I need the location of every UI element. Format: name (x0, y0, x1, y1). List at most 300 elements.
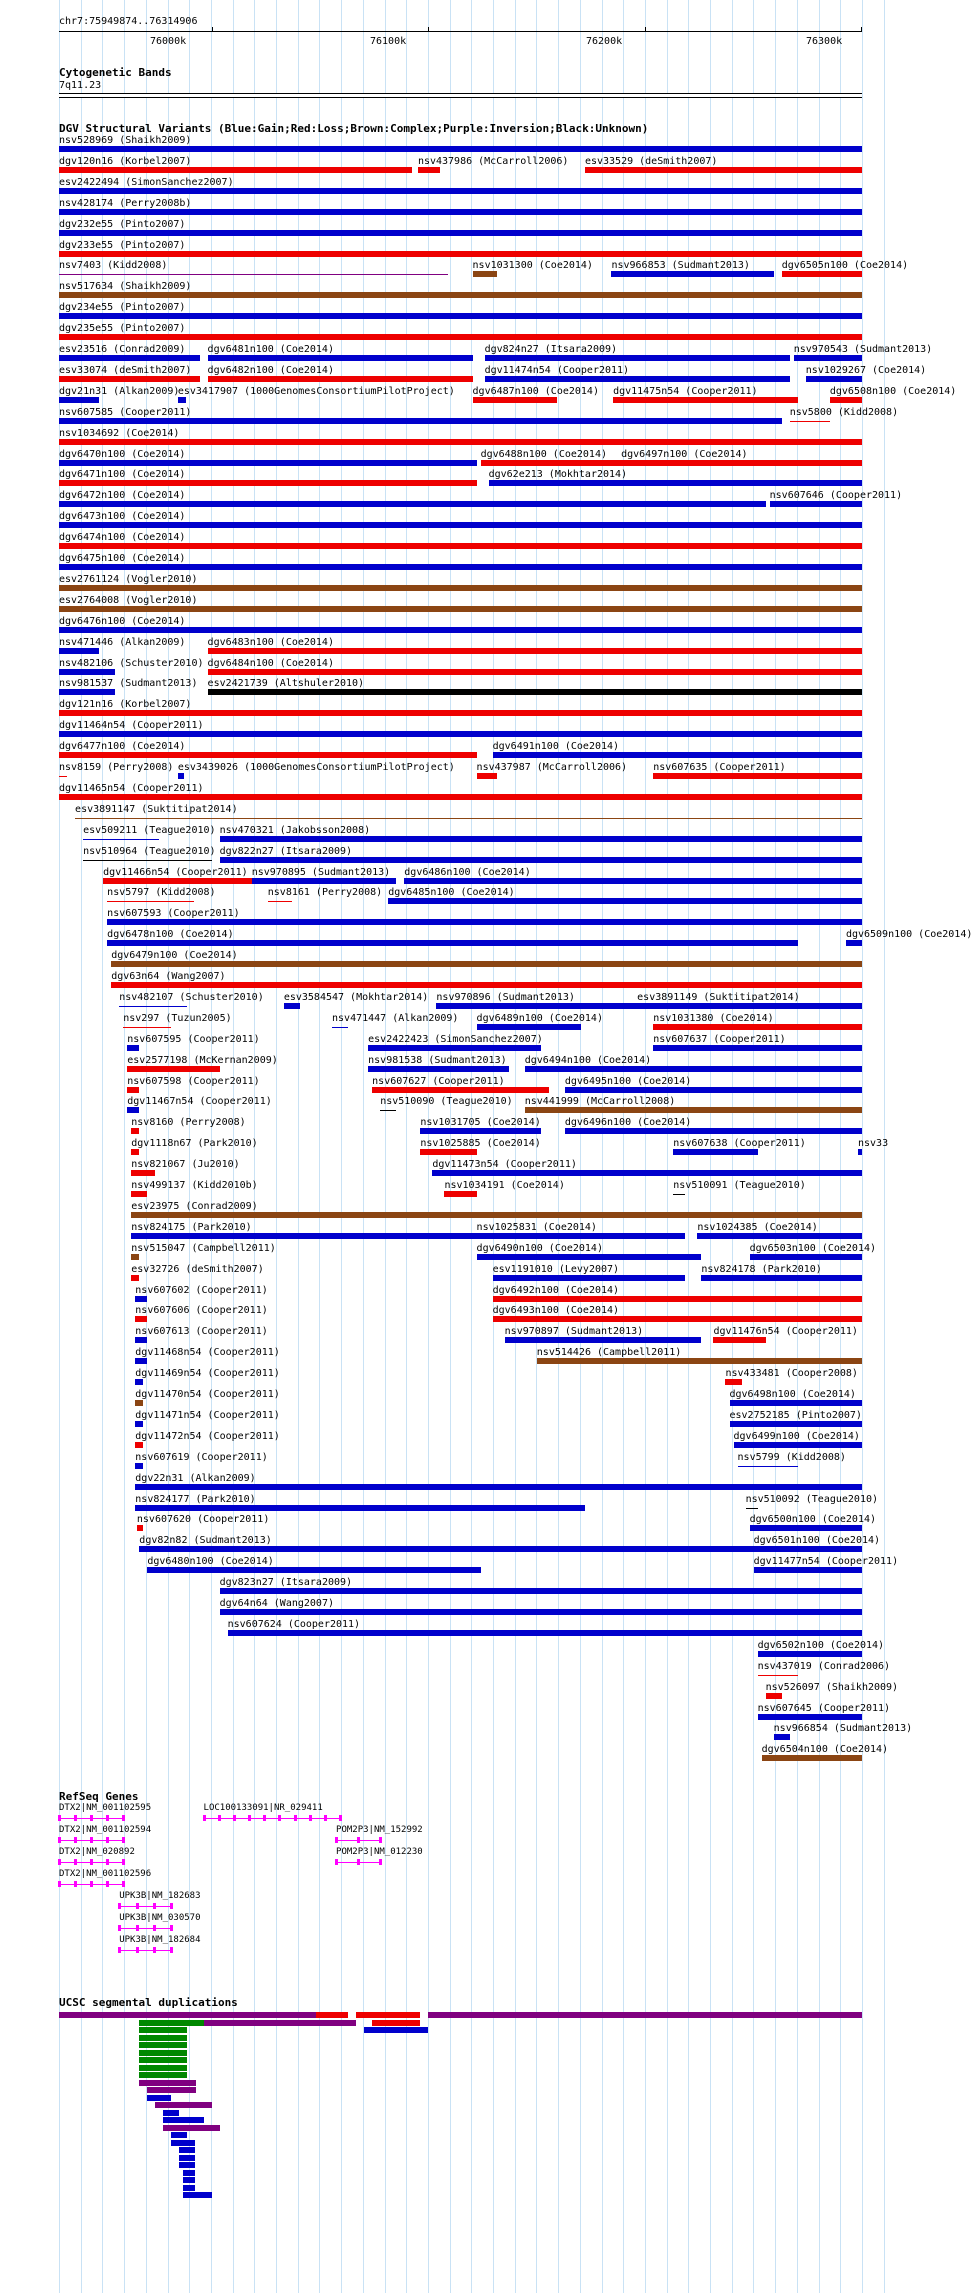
segdup-bar[interactable] (139, 2035, 187, 2041)
variant-label[interactable]: dgv6474n100 (Coe2014) (59, 532, 186, 544)
variant-label[interactable]: nsv8159 (Perry2008) (59, 762, 174, 773)
variant-bar[interactable] (59, 274, 448, 275)
variant-label[interactable]: dgv6488n100 (Coe2014) (480, 448, 607, 460)
variant-bar[interactable] (137, 1525, 143, 1531)
variant-bar[interactable] (135, 1442, 143, 1448)
variant-label[interactable]: dgv21n31 (Alkan2009) (59, 385, 180, 397)
variant-label[interactable]: esv3891149 (Suktitipat2014) (637, 991, 800, 1003)
variant-label[interactable]: dgv6472n100 (Coe2014) (59, 490, 186, 502)
variant-label[interactable]: dgv22n31 (Alkan2009) (135, 1472, 256, 1484)
segdup-bar[interactable] (139, 2020, 203, 2026)
variant-label[interactable]: nsv607606 (Cooper2011) (135, 1305, 268, 1317)
variant-bar[interactable] (59, 648, 99, 654)
variant-bar[interactable] (59, 251, 862, 257)
variant-bar[interactable] (127, 1066, 219, 1072)
variant-label[interactable]: nsv1025831 (Coe2014) (476, 1221, 597, 1233)
variant-bar[interactable] (178, 773, 184, 779)
variant-bar[interactable] (135, 1379, 143, 1385)
variant-label[interactable]: dgv6471n100 (Coe2014) (59, 469, 186, 481)
variant-label[interactable]: nsv1029267 (Coe2014) (805, 364, 927, 376)
variant-bar[interactable] (477, 773, 497, 779)
variant-bar[interactable] (59, 397, 99, 403)
variant-label[interactable]: dgv235e55 (Pinto2007) (59, 323, 186, 335)
variant-bar[interactable] (284, 1003, 300, 1009)
gene-intron-line[interactable] (204, 1818, 341, 1819)
variant-label[interactable]: nsv8160 (Perry2008) (131, 1117, 246, 1129)
variant-label[interactable]: esv2752185 (Pinto2007) (729, 1409, 862, 1421)
variant-bar[interactable] (730, 1400, 862, 1406)
variant-bar[interactable] (565, 1128, 862, 1134)
variant-label[interactable]: esv33074 (deSmith2007) (59, 364, 192, 376)
variant-label[interactable]: nsv5800 (Kidd2008) (789, 406, 899, 418)
variant-label[interactable]: dgv232e55 (Pinto2007) (59, 218, 186, 230)
variant-label[interactable]: dgv11466n54 (Cooper2011) (103, 866, 248, 878)
variant-bar[interactable] (368, 1045, 541, 1051)
variant-label[interactable]: nsv607635 (Cooper2011) (653, 762, 786, 773)
variant-label[interactable]: nsv607585 (Cooper2011) (59, 406, 192, 418)
segdup-bar[interactable] (163, 2125, 219, 2131)
variant-label[interactable]: nsv607613 (Cooper2011) (135, 1326, 268, 1338)
variant-bar[interactable] (59, 689, 115, 695)
variant-label[interactable]: esv2422494 (SimonSanchez2007) (59, 176, 234, 188)
variant-label[interactable]: nsv981538 (Sudmant2013) (368, 1054, 507, 1066)
variant-label[interactable]: nsv471446 (Alkan2009) (59, 636, 186, 648)
variant-bar[interactable] (59, 167, 412, 173)
variant-label[interactable]: dgv6501n100 (Coe2014) (753, 1535, 881, 1547)
variant-label[interactable]: dgv6505n100 (Coe2014) (781, 260, 909, 272)
variant-bar[interactable] (59, 209, 862, 215)
variant-label[interactable]: esv3584547 (Mokhtar2014) (283, 991, 429, 1003)
variant-label[interactable]: nsv5797 (Kidd2008) (107, 887, 216, 899)
variant-bar[interactable] (127, 1045, 139, 1051)
variant-bar[interactable] (208, 376, 473, 382)
variant-bar[interactable] (493, 1296, 862, 1302)
variant-bar[interactable] (59, 313, 862, 319)
variant-bar[interactable] (653, 1045, 862, 1051)
variant-bar[interactable] (750, 1254, 862, 1260)
variant-bar[interactable] (119, 1006, 187, 1007)
variant-bar[interactable] (220, 1588, 862, 1594)
variant-bar[interactable] (268, 901, 292, 902)
variant-bar[interactable] (477, 1024, 581, 1030)
variant-label[interactable]: dgv6478n100 (Coe2014) (107, 929, 234, 941)
segdup-bar[interactable] (139, 2042, 187, 2048)
variant-label[interactable]: dgv63n64 (Wang2007) (111, 971, 226, 982)
segdup-bar[interactable] (155, 2102, 211, 2108)
segdup-bar[interactable] (316, 2012, 348, 2018)
segdup-bar[interactable] (139, 2057, 187, 2063)
variant-label[interactable]: nsv482107 (Schuster2010) (119, 991, 264, 1003)
variant-label[interactable]: esv2764008 (Vogler2010) (59, 594, 198, 606)
gene-intron-line[interactable] (119, 1906, 171, 1907)
variant-bar[interactable] (782, 271, 862, 277)
variant-label[interactable]: nsv607598 (Cooper2011) (127, 1075, 260, 1087)
variant-label[interactable]: dgv6489n100 (Coe2014) (476, 1012, 603, 1024)
variant-bar[interactable] (858, 1149, 862, 1155)
variant-bar[interactable] (380, 1110, 396, 1111)
variant-label[interactable]: nsv970895 (Sudmant2013) (251, 866, 391, 878)
variant-bar[interactable] (123, 1027, 171, 1028)
variant-bar[interactable] (725, 1379, 741, 1385)
variant-bar[interactable] (59, 230, 862, 236)
variant-bar[interactable] (368, 1066, 509, 1072)
variant-label[interactable]: esv2577198 (McKernan2009) (127, 1054, 278, 1066)
variant-bar[interactable] (59, 731, 862, 737)
variant-bar[interactable] (432, 1170, 862, 1176)
variant-bar[interactable] (220, 836, 862, 842)
variant-label[interactable]: dgv6486n100 (Coe2014) (404, 866, 531, 878)
segdup-bar[interactable] (139, 2072, 187, 2078)
variant-label[interactable]: nsv8161 (Perry2008) (267, 887, 383, 899)
variant-label[interactable]: nsv510091 (Teague2010) (673, 1180, 806, 1191)
variant-label[interactable]: dgv11476n54 (Cooper2011) (713, 1326, 858, 1338)
variant-bar[interactable] (135, 1505, 585, 1511)
variant-label[interactable]: esv3417907 (1000GenomesConsortiumPilotProject) (177, 385, 455, 397)
variant-label[interactable]: nsv970896 (Sudmant2013) (436, 991, 575, 1003)
track-title-segdup[interactable]: UCSC segmental duplications (59, 1996, 238, 2009)
variant-label[interactable]: dgv11468n54 (Cooper2011) (135, 1347, 280, 1359)
variant-label[interactable]: dgv822n27 (Itsara2009) (219, 845, 353, 857)
variant-label[interactable]: dgv11467n54 (Cooper2011) (127, 1096, 272, 1108)
variant-bar[interactable] (611, 271, 773, 277)
variant-bar[interactable] (131, 1212, 862, 1218)
variant-label[interactable]: nsv499137 (Kidd2010b) (131, 1180, 258, 1191)
segdup-bar[interactable] (364, 2027, 428, 2033)
variant-bar[interactable] (111, 961, 862, 967)
variant-label[interactable]: dgv6502n100 (Coe2014) (757, 1639, 885, 1651)
variant-bar[interactable] (734, 1442, 862, 1448)
variant-label[interactable]: nsv1031300 (Coe2014) (472, 260, 593, 272)
variant-label[interactable]: nsv1025885 (Coe2014) (420, 1138, 541, 1150)
variant-label[interactable]: nsv515047 (Campbell2011) (131, 1242, 276, 1254)
variant-label[interactable]: nsv607619 (Cooper2011) (135, 1451, 268, 1463)
variant-bar[interactable] (806, 376, 862, 382)
variant-label[interactable]: nsv5799 (Kidd2008) (737, 1451, 846, 1463)
variant-bar[interactable] (388, 898, 862, 904)
variant-bar[interactable] (59, 376, 200, 382)
variant-label[interactable]: nsv607627 (Cooper2011) (372, 1075, 505, 1087)
segdup-bar[interactable] (147, 2087, 195, 2093)
variant-label[interactable]: nsv981537 (Sudmant2013) (59, 678, 198, 690)
variant-label[interactable]: nsv824177 (Park2010) (135, 1493, 256, 1505)
variant-label[interactable]: dgv6475n100 (Coe2014) (59, 553, 186, 564)
variant-label[interactable]: dgv6485n100 (Coe2014) (388, 887, 515, 899)
variant-label[interactable]: esv33529 (deSmith2007) (584, 155, 718, 167)
variant-bar[interactable] (653, 1024, 862, 1030)
gene-label[interactable]: POM2P3|NM_012230 (336, 1847, 423, 1857)
variant-label[interactable]: dgv6484n100 (Coe2014) (207, 657, 334, 669)
variant-label[interactable]: dgv11465n54 (Cooper2011) (59, 782, 204, 794)
segdup-bar[interactable] (183, 2170, 195, 2176)
variant-bar[interactable] (585, 167, 862, 173)
gene-label[interactable]: DTX2|NM_020892 (59, 1847, 135, 1857)
variant-bar[interactable] (107, 919, 862, 925)
variant-bar[interactable] (59, 543, 862, 549)
variant-bar[interactable] (770, 501, 862, 507)
variant-bar[interactable] (135, 1358, 147, 1364)
variant-label[interactable]: dgv6504n100 (Coe2014) (761, 1744, 889, 1756)
variant-bar[interactable] (846, 940, 862, 946)
variant-bar[interactable] (766, 1693, 782, 1699)
variant-label[interactable]: dgv11471n54 (Cooper2011) (135, 1409, 280, 1421)
variant-label[interactable]: dgv823n27 (Itsara2009) (219, 1577, 353, 1589)
gene-label[interactable]: POM2P3|NM_152992 (336, 1825, 423, 1835)
variant-label[interactable]: dgv6476n100 (Coe2014) (59, 615, 186, 627)
variant-label[interactable]: nsv970897 (Sudmant2013) (504, 1326, 644, 1338)
variant-label[interactable]: nsv510964 (Teague2010) (83, 845, 216, 857)
variant-bar[interactable] (372, 1087, 549, 1093)
segdup-bar[interactable] (171, 2132, 187, 2138)
variant-label[interactable]: dgv234e55 (Pinto2007) (59, 302, 186, 314)
segdup-bar[interactable] (324, 2020, 356, 2026)
variant-label[interactable]: nsv526097 (Shaikh2009) (765, 1681, 899, 1693)
variant-label[interactable]: dgv121n16 (Korbel2007) (59, 699, 192, 711)
variant-label[interactable]: dgv6498n100 (Coe2014) (729, 1389, 856, 1400)
variant-label[interactable]: dgv824n27 (Itsara2009) (484, 344, 618, 355)
variant-label[interactable]: dgv6480n100 (Coe2014) (147, 1556, 274, 1568)
variant-bar[interactable] (790, 421, 830, 422)
segdup-bar[interactable] (428, 2012, 862, 2018)
variant-label[interactable]: nsv433481 (Cooper2008) (725, 1368, 858, 1380)
variant-bar[interactable] (147, 1567, 480, 1573)
variant-label[interactable]: dgv6470n100 (Coe2014) (59, 448, 186, 460)
variant-label[interactable]: dgv6479n100 (Coe2014) (111, 950, 238, 962)
variant-label[interactable]: dgv6482n100 (Coe2014) (207, 364, 334, 376)
variant-label[interactable]: nsv471447 (Alkan2009) (332, 1012, 459, 1024)
variant-bar[interactable] (525, 1107, 862, 1113)
variant-bar[interactable] (59, 292, 862, 298)
segdup-bar[interactable] (139, 2065, 187, 2071)
variant-bar[interactable] (59, 776, 67, 777)
variant-bar[interactable] (59, 669, 115, 675)
variant-label[interactable]: esv2422423 (SimonSanchez2007) (368, 1033, 543, 1045)
gene-label[interactable]: UPK3B|NM_182684 (119, 1935, 201, 1945)
segdup-bar[interactable] (179, 2147, 195, 2153)
variant-bar[interactable] (59, 522, 862, 528)
variant-label[interactable]: dgv120n16 (Korbel2007) (59, 155, 192, 167)
variant-bar[interactable] (59, 355, 200, 361)
variant-bar[interactable] (107, 940, 798, 946)
variant-bar[interactable] (59, 794, 862, 800)
variant-label[interactable]: esv32726 (deSmith2007) (131, 1263, 264, 1275)
variant-label[interactable]: dgv11469n54 (Cooper2011) (135, 1368, 280, 1380)
variant-label[interactable]: nsv607646 (Cooper2011) (769, 490, 903, 502)
variant-label[interactable]: dgv11464n54 (Cooper2011) (59, 720, 204, 732)
variant-bar[interactable] (701, 1275, 862, 1281)
variant-label[interactable]: nsv607645 (Cooper2011) (757, 1702, 891, 1714)
variant-bar[interactable] (697, 1233, 862, 1239)
variant-label[interactable]: dgv6508n100 (Coe2014) (829, 385, 957, 397)
variant-label[interactable]: dgv6477n100 (Coe2014) (59, 741, 186, 753)
variant-label[interactable]: nsv824178 (Park2010) (701, 1263, 822, 1275)
segdup-bar[interactable] (356, 2012, 420, 2018)
segdup-bar[interactable] (183, 2177, 195, 2183)
variant-bar[interactable] (111, 982, 862, 988)
variant-bar[interactable] (131, 1275, 139, 1281)
variant-label[interactable]: dgv6500n100 (Coe2014) (749, 1514, 877, 1526)
segdup-bar[interactable] (139, 2027, 187, 2033)
variant-bar[interactable] (135, 1316, 147, 1322)
variant-label[interactable]: dgv11477n54 (Cooper2011) (753, 1556, 899, 1568)
segdup-bar[interactable] (183, 2185, 195, 2191)
variant-bar[interactable] (332, 1027, 348, 1028)
variant-bar[interactable] (135, 1400, 143, 1406)
variant-label[interactable]: dgv6493n100 (Coe2014) (492, 1305, 620, 1317)
gene-label[interactable]: DTX2|NM_001102594 (59, 1825, 152, 1835)
variant-bar[interactable] (525, 1066, 862, 1072)
variant-label[interactable]: nsv966853 (Sudmant2013) (611, 260, 750, 272)
variant-bar[interactable] (59, 334, 862, 340)
variant-bar[interactable] (830, 397, 862, 403)
segdup-bar[interactable] (139, 2080, 195, 2086)
variant-label[interactable]: dgv11474n54 (Cooper2011) (484, 364, 630, 376)
segdup-bar[interactable] (163, 2117, 203, 2123)
variant-label[interactable]: dgv11472n54 (Cooper2011) (135, 1430, 280, 1442)
variant-label[interactable]: nsv1031380 (Coe2014) (653, 1012, 774, 1024)
variant-bar[interactable] (621, 460, 862, 466)
segdup-bar[interactable] (59, 2012, 316, 2018)
variant-bar[interactable] (477, 1254, 702, 1260)
variant-bar[interactable] (420, 1149, 476, 1155)
variant-label[interactable]: dgv6494n100 (Coe2014) (524, 1054, 652, 1066)
variant-label[interactable]: nsv514426 (Campbell2011) (536, 1347, 682, 1359)
variant-bar[interactable] (637, 1003, 862, 1009)
variant-bar[interactable] (493, 1275, 686, 1281)
variant-bar[interactable] (59, 501, 766, 507)
variant-label[interactable]: dgv11470n54 (Cooper2011) (135, 1389, 280, 1400)
variant-bar[interactable] (135, 1484, 862, 1490)
variant-label[interactable]: nsv1024385 (Coe2014) (697, 1221, 818, 1233)
variant-bar[interactable] (59, 418, 782, 424)
variant-label[interactable]: nsv607624 (Cooper2011) (227, 1618, 361, 1630)
variant-bar[interactable] (83, 860, 211, 861)
variant-label[interactable]: nsv510092 (Teague2010) (745, 1493, 879, 1505)
variant-bar[interactable] (613, 397, 798, 403)
variant-bar[interactable] (107, 901, 194, 902)
variant-bar[interactable] (131, 1233, 476, 1239)
variant-bar[interactable] (131, 1128, 139, 1134)
variant-label[interactable]: nsv824175 (Park2010) (131, 1221, 252, 1233)
variant-bar[interactable] (758, 1714, 862, 1720)
variant-label[interactable]: dgv6491n100 (Coe2014) (492, 741, 620, 753)
variant-bar[interactable] (131, 1254, 139, 1260)
segdup-bar[interactable] (179, 2162, 195, 2168)
variant-bar[interactable] (485, 376, 790, 382)
variant-bar[interactable] (713, 1337, 765, 1343)
variant-label[interactable]: dgv6497n100 (Coe2014) (621, 448, 748, 460)
variant-label[interactable]: dgv82n82 (Sudmant2013) (139, 1535, 272, 1547)
variant-bar[interactable] (135, 1337, 147, 1343)
gene-label[interactable]: UPK3B|NM_030570 (119, 1913, 201, 1923)
variant-label[interactable]: dgv6490n100 (Coe2014) (476, 1242, 603, 1254)
variant-bar[interactable] (758, 1675, 798, 1676)
variant-label[interactable]: nsv437019 (Conrad2006) (757, 1660, 891, 1672)
variant-bar[interactable] (127, 1087, 139, 1093)
variant-label[interactable]: nsv517634 (Shaikh2009) (59, 281, 192, 293)
variant-bar[interactable] (127, 1107, 139, 1113)
variant-label[interactable]: dgv233e55 (Pinto2007) (59, 239, 186, 251)
variant-bar[interactable] (208, 689, 862, 695)
variant-bar[interactable] (228, 1630, 862, 1636)
variant-bar[interactable] (59, 752, 477, 758)
variant-label[interactable]: dgv1118n67 (Park2010) (131, 1138, 258, 1150)
variant-bar[interactable] (404, 878, 862, 884)
variant-label[interactable]: nsv437987 (McCarroll2006) (476, 762, 628, 773)
variant-bar[interactable] (220, 1609, 862, 1615)
variant-bar[interactable] (493, 1316, 862, 1322)
variant-label[interactable]: nsv470321 (Jakobsson2008) (219, 824, 371, 836)
variant-bar[interactable] (59, 606, 862, 612)
variant-bar[interactable] (59, 585, 862, 591)
variant-label[interactable]: dgv6499n100 (Coe2014) (733, 1430, 860, 1442)
segdup-bar[interactable] (163, 2110, 179, 2116)
variant-bar[interactable] (444, 1191, 476, 1197)
variant-label[interactable]: dgv6487n100 (Coe2014) (472, 385, 599, 397)
variant-bar[interactable] (489, 480, 862, 486)
segdup-bar[interactable] (179, 2155, 195, 2161)
variant-bar[interactable] (754, 1567, 862, 1573)
variant-label[interactable]: nsv607620 (Cooper2011) (136, 1514, 270, 1526)
variant-bar[interactable] (103, 878, 252, 884)
variant-bar[interactable] (730, 1421, 862, 1427)
variant-bar[interactable] (738, 1466, 798, 1467)
gene-label[interactable]: DTX2|NM_001102596 (59, 1869, 152, 1879)
variant-label[interactable]: nsv7403 (Kidd2008) (59, 260, 168, 272)
variant-label[interactable]: nsv970543 (Sudmant2013) (793, 344, 933, 355)
variant-bar[interactable] (473, 397, 557, 403)
track-title-dgv[interactable]: DGV Structural Variants (Blue:Gain;Red:Loss;Brown:Complex;Purple:Inversion;Black:Unknown) (59, 122, 649, 135)
track-title-cytoband[interactable]: Cytogenetic Bands (59, 66, 172, 79)
variant-label[interactable]: nsv437986 (McCarroll2006) (417, 155, 569, 167)
variant-label[interactable]: dgv6473n100 (Coe2014) (59, 511, 186, 523)
variant-label[interactable]: dgv62e213 (Mokhtar2014) (488, 469, 628, 481)
variant-label[interactable]: nsv607593 (Cooper2011) (107, 908, 240, 920)
variant-label[interactable]: nsv607638 (Cooper2011) (673, 1138, 806, 1150)
variant-bar[interactable] (420, 1128, 540, 1134)
variant-bar[interactable] (178, 397, 186, 403)
variant-bar[interactable] (481, 460, 622, 466)
gene-intron-line[interactable] (119, 1928, 171, 1929)
variant-label[interactable]: dgv11475n54 (Cooper2011) (613, 385, 758, 397)
variant-label[interactable]: nsv607637 (Cooper2011) (653, 1033, 786, 1045)
variant-bar[interactable] (59, 439, 862, 445)
segdup-bar[interactable] (171, 2140, 195, 2146)
variant-bar[interactable] (537, 1358, 862, 1364)
variant-bar[interactable] (131, 1191, 147, 1197)
variant-label[interactable]: nsv607595 (Cooper2011) (127, 1033, 260, 1045)
variant-label[interactable]: nsv607602 (Cooper2011) (135, 1284, 268, 1296)
variant-bar[interactable] (59, 710, 862, 716)
variant-label[interactable]: esv23975 (Conrad2009) (131, 1200, 258, 1212)
variant-bar[interactable] (794, 355, 862, 361)
segdup-bar[interactable] (139, 2050, 187, 2056)
variant-label[interactable]: dgv6481n100 (Coe2014) (207, 344, 334, 355)
variant-bar[interactable] (135, 1421, 143, 1427)
variant-bar[interactable] (477, 1233, 686, 1239)
variant-bar[interactable] (59, 627, 862, 633)
variant-bar[interactable] (59, 460, 477, 466)
segdup-bar[interactable] (147, 2095, 171, 2101)
variant-label[interactable]: esv2761124 (Vogler2010) (59, 573, 198, 585)
variant-label[interactable]: dgv6483n100 (Coe2014) (207, 636, 334, 648)
variant-label[interactable]: dgv6496n100 (Coe2014) (564, 1117, 692, 1129)
variant-label[interactable]: dgv6503n100 (Coe2014) (749, 1242, 877, 1254)
variant-bar[interactable] (653, 773, 862, 779)
variant-bar[interactable] (565, 1087, 862, 1093)
variant-bar[interactable] (135, 1463, 143, 1469)
variant-bar[interactable] (754, 1546, 862, 1552)
variant-bar[interactable] (59, 564, 862, 570)
